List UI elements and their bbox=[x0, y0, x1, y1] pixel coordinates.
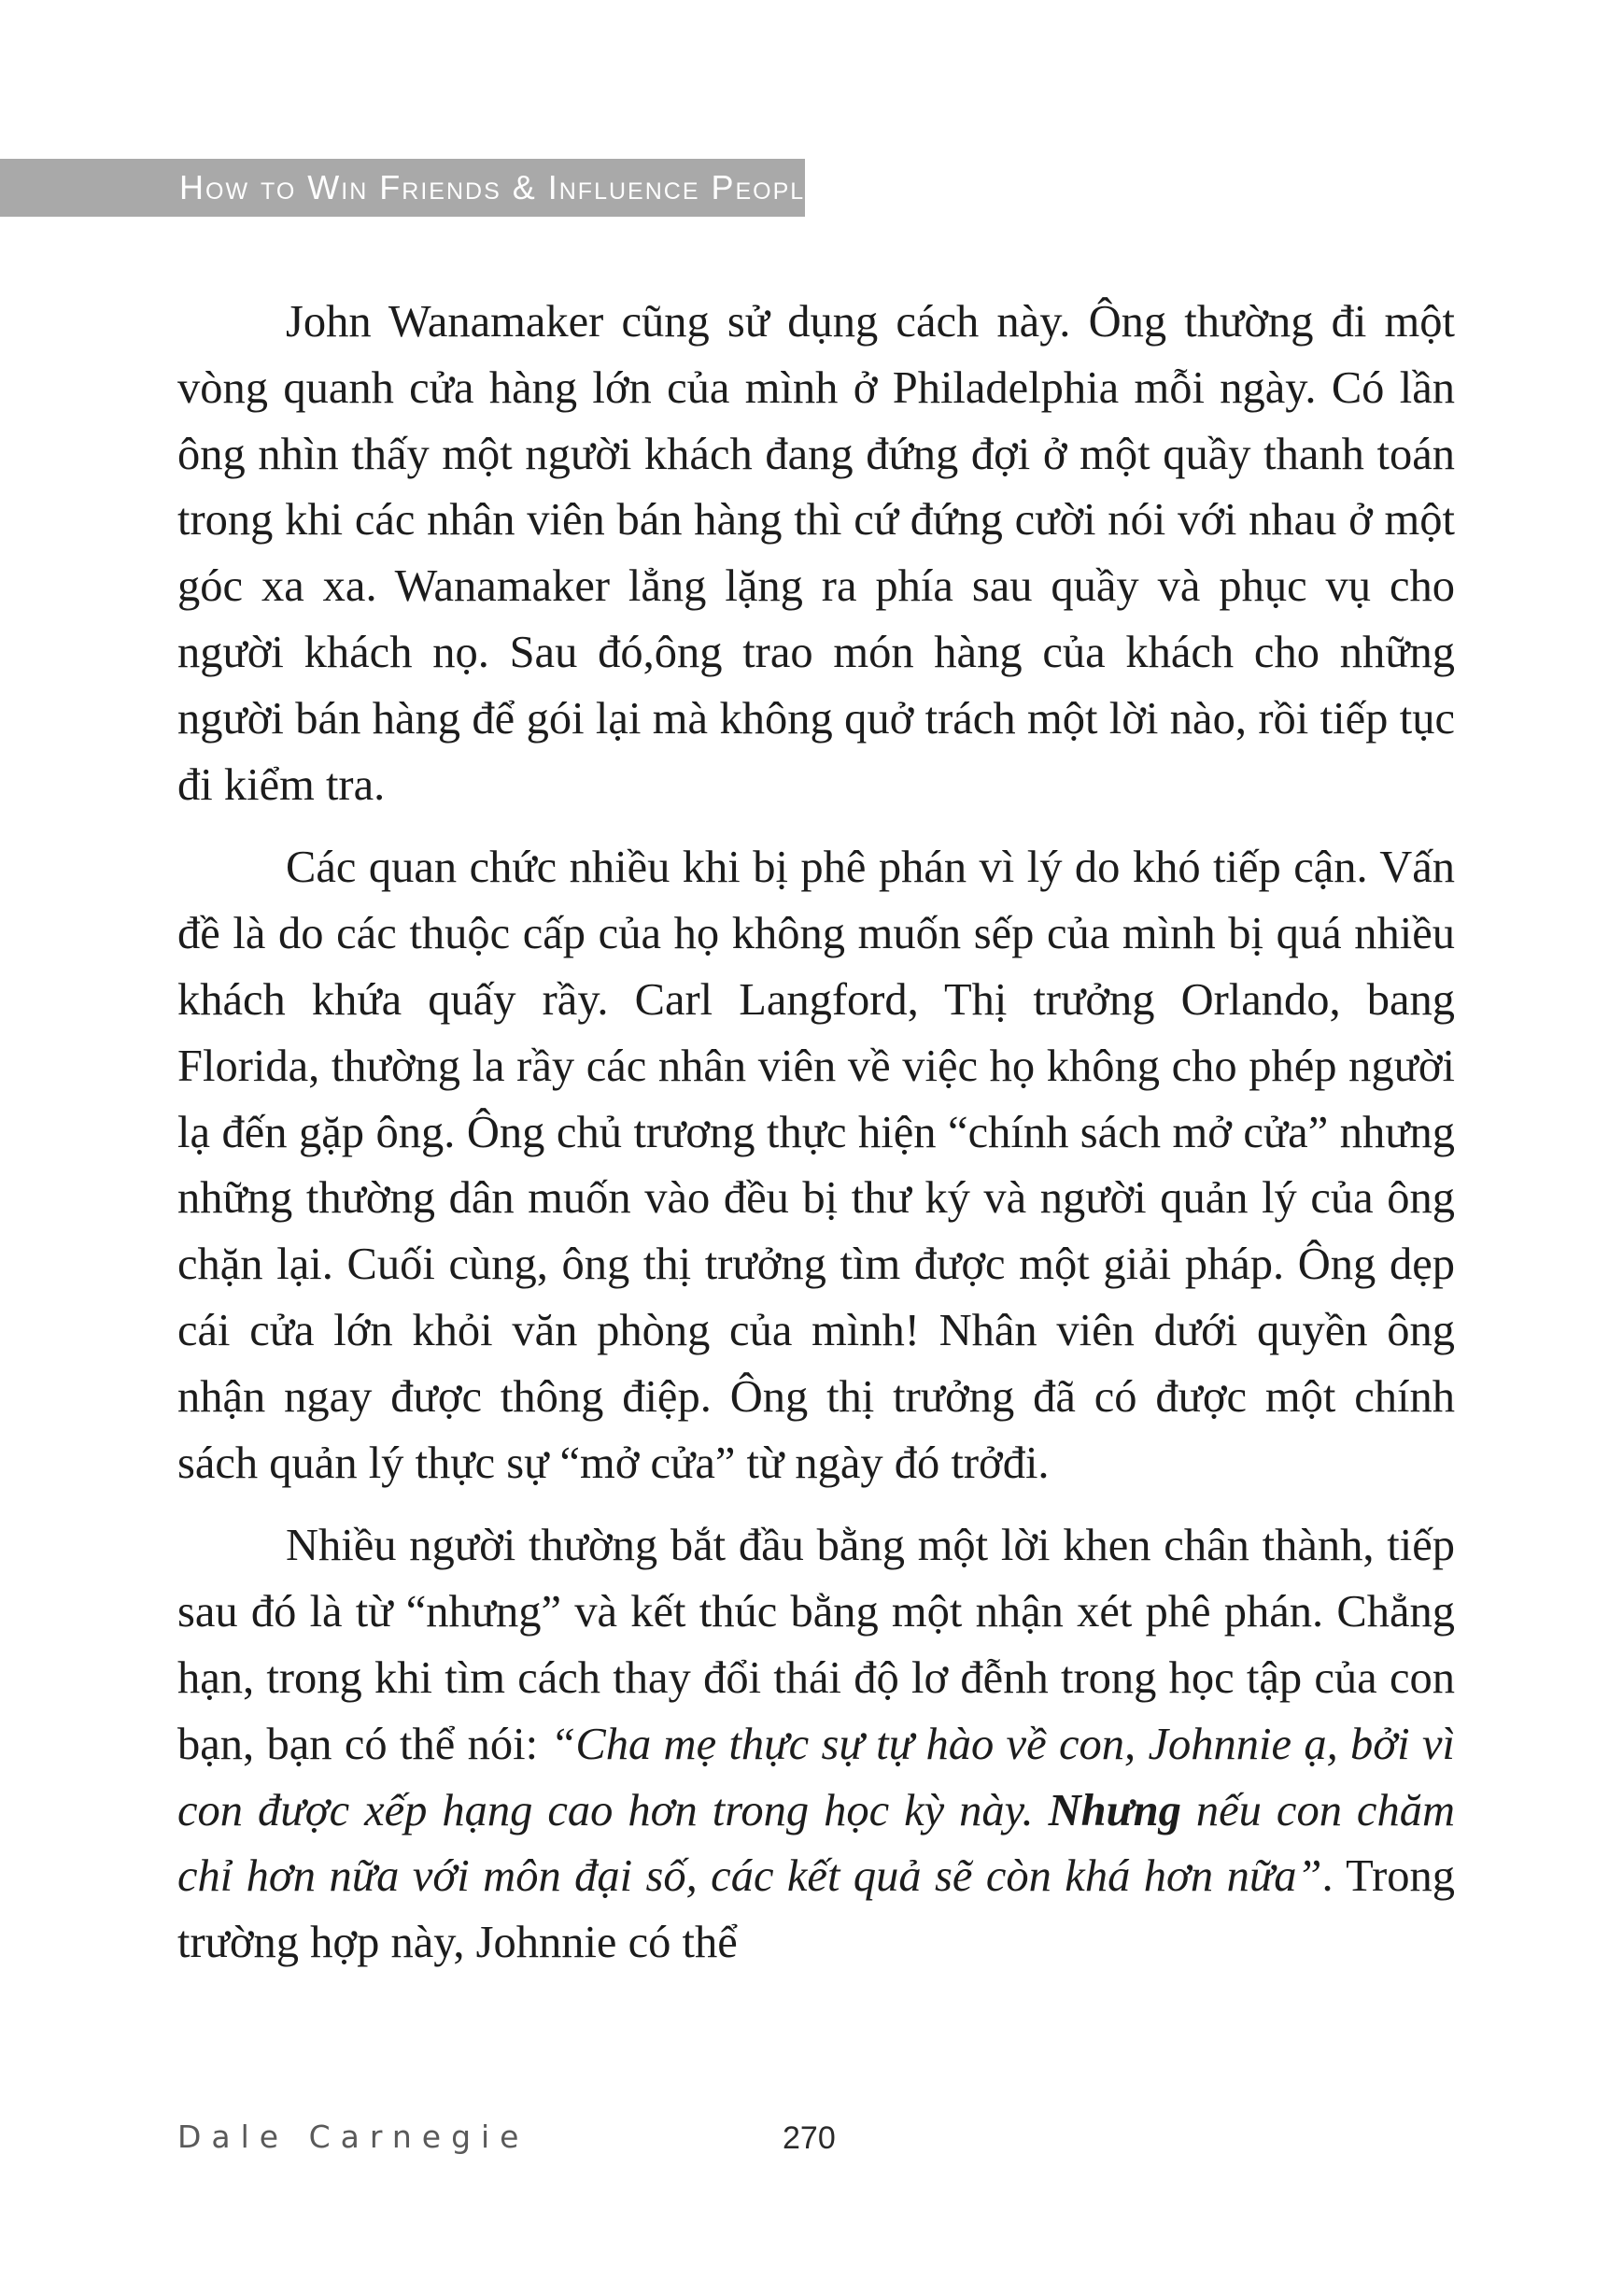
running-header-title: How to Win Friends & Influence People bbox=[179, 168, 823, 206]
paragraph-3-intro: Nhiều người thường bắt đầu bằng một lời khen chân thành, tiếp sau đó là từ “nhưng” và kết thúc bằng một nhận xét phê phán. Chẳng hạn, trong khi tìm cách thay đổi thái độ lơ đễnh trong học tập của con bạn, bạn có thể nói: bbox=[177, 1521, 1455, 1769]
paragraph-3-outro: . Trong trường hợp này, Johnnie có thể bbox=[177, 1851, 1455, 1968]
quote-start: “Cha mẹ thực sự tự hào về con, Johnnie ạ, bởi vì con được xếp hạng cao hơn trong học kỳ này. bbox=[177, 1719, 1455, 1835]
paragraph-2: Các quan chức nhiều khi bị phê phán vì lý do khó tiếp cận. Vấn đề là do các thuộc cấp của họ không muốn sếp của mình bị quá nhiều khách khứa quấy rầy. Carl Langford, Thị trưởng Orlando, bang Florida, thường la rầy các nhân viên về việc họ không cho phép người lạ đến gặp ông. Ông chủ trương thực hiện “chính sách mở cửa” nhưng những thường dân muốn vào đều bị thư ký và người quản lý của ông chặn lại. Cuối cùng, ông thị trưởng tìm được một giải pháp. Ông dẹp cái cửa lớn khỏi văn phòng của mình! Nhân viên dưới quyền ông nhận ngay được thông điệp. Ông thị trưởng đã có được một chính sách quản lý thực sự “mở cửa” từ ngày đó trởđi. bbox=[177, 843, 1455, 1488]
page-number: 270 bbox=[783, 2120, 836, 2156]
quote-end: nếu con chăm chỉ hơn nữa với môn đại số, các kết quả sẽ còn khá hơn nữa” bbox=[177, 1785, 1455, 1902]
paragraph-3 bbox=[177, 1513, 1455, 1977]
footer-author: Dale Carnegie bbox=[177, 2119, 529, 2155]
paragraph-1: John Wanamaker cũng sử dụng cách này. Ông thường đi một vòng quanh cửa hàng lớn của mình ở Philadelphia mỗi ngày. Có lần ông nhìn thấy một người khách đang đứng đợi ở một quầy thanh toán trong khi các nhân viên bán hàng thì cứ đứng cười nói với nhau ở một góc xa xa. Wanamaker lẳng lặng ra phía sau quầy và phục vụ cho người khách nọ. Sau đó,ông trao món hàng của khách cho những người bán hàng để gói lại mà không quở trách một lời nào, rồi tiếp tục đi kiểm tra. bbox=[177, 297, 1455, 810]
quote-emphasis-bold: Nhưng bbox=[1048, 1785, 1181, 1835]
page-body bbox=[177, 290, 1455, 1977]
